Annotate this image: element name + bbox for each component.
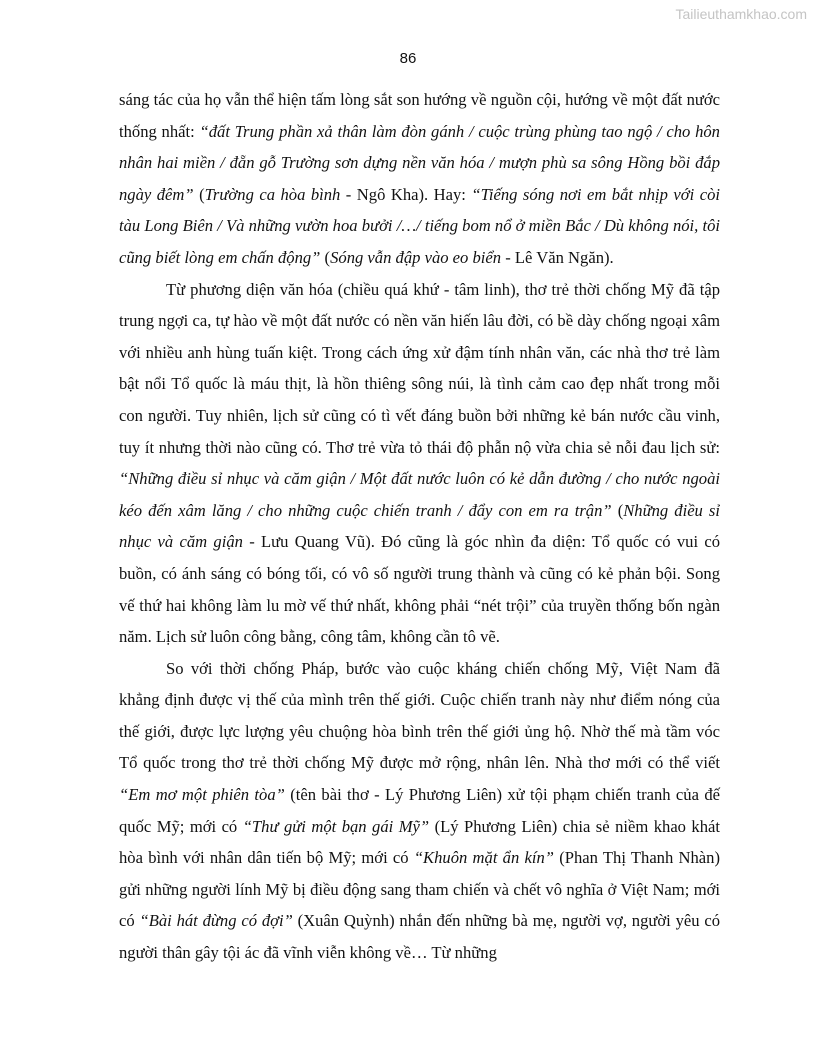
text-run: - Ngô Kha). Hay:	[340, 184, 472, 204]
text-run: (	[611, 500, 624, 520]
work-title: Những điều sỉ nhục và căm giận	[119, 500, 720, 552]
text-run: - Lê Văn Ngăn).	[501, 247, 614, 267]
text-run: (Lý Phương Liên) chia sẻ niềm khao khát hòa bình với nhân dân tiến bộ Mỹ; mới có	[119, 816, 720, 868]
quote-italic: “Những điều sỉ nhục và căm giận / Một đất nước luôn có kẻ dẫn đường / cho nước ngoài kéo đến xâm lăng / cho những cuộc chiến tranh / đẩy con em ra trận”	[119, 469, 720, 520]
text-run: (tên bài thơ - Lý Phương Liên) xử tội phạm chiến tranh của đế quốc Mỹ; mới có	[119, 785, 720, 836]
text-run: - Lưu Quang Vũ). Đó cũng là góc nhìn đa diện: Tổ quốc có vui có buồn, có ánh sáng có bóng tối, có vô số người trung thành và cũng có kẻ phản bội. Song vế thứ hai không làm lu mờ vế thứ nhất, không phải “nét trội” của truyền thống bốn ngàn năm. Lịch sử luôn công bằng, công tâm, không cần tô vẽ.	[119, 532, 721, 647]
quote-italic: “đất Trung phần xả thân làm đòn gánh / cuộc trùng phùng tao ngộ / cho hôn nhân hai miền / đẵn gỗ Trường sơn dựng nền văn hóa / mượn phù sa sông Hồng bồi đắp ngày đêm”	[119, 121, 720, 204]
text-run: sáng tác của họ vẫn thể hiện tấm lòng sắt son hướng về nguồn cội, hướng về một đất nước thống nhất:	[119, 90, 720, 141]
paragraph-1	[119, 84, 720, 274]
page-number: 86	[399, 50, 417, 67]
watermark: Tailieuthamkhao.com	[675, 6, 807, 22]
work-title: Sóng vẫn đập vào eo biển	[330, 247, 502, 267]
text-run: (Xuân Quỳnh) nhắn đến những bà mẹ, người vợ, người yêu có người thân gây tội ác đã vĩnh viễn không về… Từ những	[119, 911, 720, 963]
text-run: (	[193, 184, 205, 204]
paragraph-2	[119, 274, 720, 653]
document-body	[119, 84, 720, 969]
poem-title: “Thư gửi một bạn gái Mỹ”	[242, 816, 430, 836]
paragraph-3	[119, 653, 720, 969]
work-title: Trường ca hòa bình	[204, 184, 341, 204]
text-run: (	[320, 247, 331, 267]
text-run: Từ phương diện văn hóa (chiều quá khứ - tâm linh), thơ trẻ thời chống Mỹ đã tập trung ngợi ca, tự hào về một đất nước có nền văn hiến lâu đời, có bề dày chống ngoại xâm với nhiều anh hùng tuấn kiệt. Trong cách ứng xử đậm tính nhân văn, các nhà thơ trẻ làm bật nổi Tổ quốc là máu thịt, là hồn thiêng sông núi, là tình cảm cao đẹp nhất trong mỗi con người. Tuy nhiên, lịch sử cũng có tì vết đáng buồn bởi những kẻ bán nước cầu vinh, tuy ít nhưng thời nào cũng có. Thơ trẻ vừa tỏ thái độ phẫn nộ vừa chia sẻ nỗi đau lịch sử:	[119, 279, 720, 457]
text-run: So với thời chống Pháp, bước vào cuộc kháng chiến chống Mỹ, Việt Nam đã khẳng định được vị thế của mình trên thế giới. Cuộc chiến tranh này như điểm nóng của thế giới, được lực lượng yêu chuộng hòa bình trên thế giới ủng hộ. Nhờ thế mà tầm vóc Tổ quốc trong thơ trẻ thời chống Mỹ được mở rộng, nhân lên. Nhà thơ mới có thể viết	[119, 658, 720, 773]
text-run: (Phan Thị Thanh Nhàn) gửi những người lính Mỹ bị điều động sang tham chiến và chết vô nghĩa ở Việt Nam; mới có	[119, 848, 720, 931]
quote-italic: “Tiếng sóng nơi em bắt nhịp với còi tàu Long Biên / Và những vườn hoa bưởi /…/ tiếng bom nổ ở miền Bắc / Dù không nói, tôi cũng biết lòng em chấn động”	[119, 184, 721, 267]
poem-title: “Khuôn mặt ẩn kín”	[413, 848, 555, 868]
poem-title: “Em mơ một phiên tòa”	[119, 785, 285, 805]
poem-title: “Bài hát đừng có đợi”	[139, 911, 293, 931]
